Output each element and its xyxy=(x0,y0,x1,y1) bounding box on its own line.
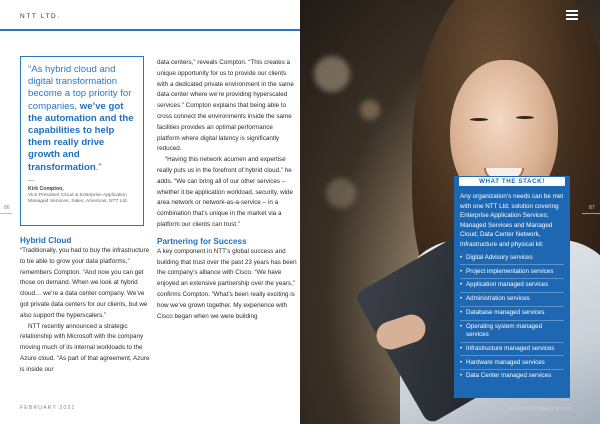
bokeh-light xyxy=(360,100,380,120)
quote-close: .” xyxy=(95,161,102,173)
quote-text xyxy=(28,64,137,174)
paragraph: “Traditionally, you had to buy the infrastructure to be able to grow your data platforms,” remembers Compton. “And now you can get those on demand. When we look at hybrid cloud… we’re a data center company. We’ve got private data centers for our clients, but we also support the hyperscalers.” xyxy=(20,247,150,319)
issue-date: FEBRUARY 2021 xyxy=(20,405,76,411)
quote-dash: — xyxy=(28,177,34,184)
list-item: • Application managed services xyxy=(460,279,564,293)
article-column-2 xyxy=(157,58,297,322)
hamburger-menu-icon[interactable] xyxy=(566,9,578,21)
paragraph: “Having this network acumen and expertise really puts us in the forefront of hybrid cloud,” he adds. “We can bring all of our other services – whether it be application workload, security, wide area network or network-as-a-service – in a combination that’s unique in the market via a platform our clients can trust.” xyxy=(157,156,294,228)
paragraph: A key component in NTT’s global success and building that trust over the past 23 years has been the company’s alliance with Cisco. “We have enjoyed an extensive partnership over the years,” confirms Compton. “What’s been really exciting is how we’ve grown together. My experience with Cisco began when we were building xyxy=(157,247,297,320)
list-item: • Operating system managed services xyxy=(460,321,564,343)
quote-emphasis: we’ve got the automation and the capabilities to help them really drive growth and transformation xyxy=(28,100,134,173)
list-item: • Data Center managed services xyxy=(460,370,564,383)
quote-author-role: Vice President Cloud & Enterprise Application Managed Services, Sales, Americas, NTT Ltd. xyxy=(28,192,128,205)
bokeh-light xyxy=(314,56,350,92)
article-column-1 xyxy=(20,235,150,376)
brand-header: NTT LTD. xyxy=(20,13,61,20)
sidebar-intro: Any organization’s needs can be met with one NTT Ltd. solution covering Enterprise Application Services; Managed Services and Managed Cloud, Data Center Network, Infrastructure and physical kit: xyxy=(460,193,564,248)
pull-quote xyxy=(20,56,144,226)
website-link[interactable]: datacentremagazine.com xyxy=(507,406,572,412)
photo-eye xyxy=(470,118,488,121)
list-item: • Digital Advisory services xyxy=(460,252,564,266)
page-number-right: 87 xyxy=(589,205,595,211)
list-item: • Hardware managed services xyxy=(460,356,564,370)
page-tick-left xyxy=(0,213,12,214)
what-the-stack-box xyxy=(454,176,570,398)
list-item: • Database managed services xyxy=(460,307,564,321)
paragraph: NTT recently announced a strategic relationship with Microsoft with the company moving much of its internal workloads to the Azure cloud. “As part of that agreement, Azure is inside our xyxy=(20,322,150,373)
list-item: • Project implementation services xyxy=(460,265,564,279)
services-list xyxy=(460,252,564,383)
bokeh-light xyxy=(326,178,356,208)
list-item: • Administration services xyxy=(460,293,564,307)
paragraph: data centers,” reveals Compton. “This creates a unique opportunity for us to provide our clients with a dedicated private environment in the same data center where we’re providing hyperscaled services.” Compton explains that being able to cross connect the environments inside the same facilities provides an optimal performance platform where digital latency is significantly reduced. xyxy=(157,59,294,153)
photo-eye xyxy=(516,116,534,119)
section-heading-hybrid-cloud: Hybrid Cloud xyxy=(20,236,72,245)
page-number-left: 86 xyxy=(4,205,10,211)
sidebar-title: WHAT THE STACK! xyxy=(458,176,566,187)
header-rule xyxy=(0,29,300,31)
page-tick-right xyxy=(582,213,600,214)
list-item: • Infrastructure managed services xyxy=(460,343,564,357)
quote-open: “As hybrid cloud and digital transformation become a top priority for companies, xyxy=(28,64,132,112)
section-heading-partnering: Partnering for Success xyxy=(157,236,247,246)
quote-author: Kirk Compton, xyxy=(28,185,64,192)
